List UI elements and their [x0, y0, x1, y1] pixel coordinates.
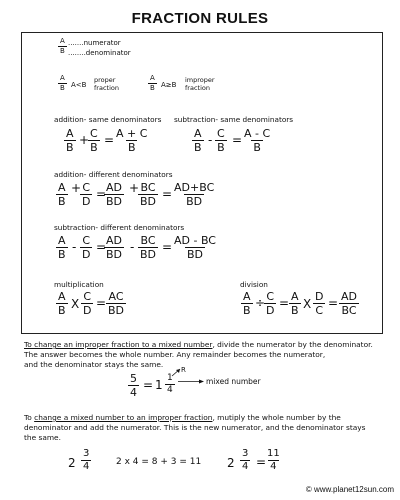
fraction: $\frac{A}{B}$ — [291, 290, 299, 317]
fraction: $\frac{A}{B}$ — [66, 127, 74, 154]
equals-operator: = — [143, 378, 154, 392]
equals-operator: = — [162, 187, 173, 201]
equals-operator: = — [104, 133, 115, 147]
whole-number: 2 — [68, 456, 76, 470]
minus-operator: - — [208, 133, 213, 147]
fraction: $\frac{AD}{BC}$ — [341, 290, 357, 317]
improper-label: improper fraction — [185, 76, 215, 92]
fraction: $\frac{C}{B}$ — [217, 127, 225, 154]
whole-number: 2 — [227, 456, 235, 470]
arrow-head-icon — [199, 380, 204, 384]
numerator-label: .......numerator — [68, 39, 121, 47]
fraction: $\frac{A + C}{B}$ — [116, 127, 148, 154]
fraction: $\frac{D}{C}$ — [315, 290, 324, 317]
fraction: $\frac{C}{D}$ — [82, 181, 91, 208]
numerator-letter: A — [60, 37, 65, 45]
fraction: $\frac{C}{D}$ — [82, 234, 91, 261]
improper-to-mixed-text: To change an improper fraction to a mixed number, divide the numerator by the denominator. The answer becomes the whole number. Any remainder becomes the numerator, and the denominator stays the same. — [24, 340, 373, 369]
mixed-to-improper-link: change a mixed number to an improper fraction — [34, 413, 213, 422]
plus-operator: + — [129, 181, 140, 195]
fraction: $\frac{AD+BC}{BD}$ — [174, 181, 215, 208]
equals-operator: = — [279, 296, 290, 310]
equals-operator: = — [328, 296, 339, 310]
fraction: $\frac{AC}{BD}$ — [108, 290, 125, 317]
remainder-fraction: $\frac{1}{4}$ — [167, 373, 173, 395]
fraction: $\frac{C}{D}$ — [83, 290, 92, 317]
minus-operator: - — [72, 240, 77, 254]
denominator-letter: B — [60, 47, 65, 55]
improper-fraction: $\frac{A}{B}$ — [150, 74, 155, 92]
proper-condition: A<B — [71, 81, 87, 89]
fraction: $\frac{A}{B}$ — [194, 127, 202, 154]
times-operator: X — [71, 297, 80, 311]
fraction: $\frac{A}{B}$ — [58, 181, 66, 208]
division-heading: division — [240, 280, 268, 289]
addition-same-heading: addition- same denominators — [54, 115, 162, 124]
fraction: $\frac{3}{4}$ — [83, 448, 90, 472]
minus-operator: - — [130, 240, 135, 254]
fraction: $\frac{A}{B}$ — [58, 234, 66, 261]
divide-operator: ÷ — [255, 296, 266, 310]
whole-number: 1 — [155, 378, 163, 392]
addition-diff-heading: addition- different denominators — [54, 170, 173, 179]
page-title: FRACTION RULES — [131, 10, 269, 27]
fraction: $\frac{BC}{BD}$ — [140, 234, 157, 261]
multiplication-heading: multiplication — [54, 280, 104, 289]
improper-to-mixed-link: To change an improper fraction to a mixed number — [24, 340, 213, 349]
copyright-credit: © www.planet12sun.com — [305, 485, 394, 494]
equals-operator: = — [96, 240, 107, 254]
fraction: $\frac{AD - BC}{BD}$ — [174, 234, 216, 261]
fraction: $\frac{C}{B}$ — [90, 127, 98, 154]
fraction: $\frac{BC}{BD}$ — [140, 181, 157, 208]
fraction: $\frac{A - C}{B}$ — [244, 127, 271, 154]
fraction: $\frac{A}{B}$ — [243, 290, 251, 317]
calculation-text: 2 x 4 = 8 + 3 = 11 — [116, 457, 202, 467]
denominator-label: ........denominator — [68, 49, 131, 57]
fraction: $\frac{AD}{BD}$ — [106, 181, 123, 208]
equals-operator: = — [96, 187, 107, 201]
times-operator: X — [303, 297, 312, 311]
proper-label: proper fraction — [94, 76, 119, 92]
equals-operator: = — [232, 133, 243, 147]
fraction: $\frac{AD}{BD}$ — [106, 234, 123, 261]
remainder-label: R — [181, 366, 186, 374]
equals-operator: = — [256, 455, 267, 469]
improper-condition: A≥B — [161, 81, 177, 89]
fraction: $\frac{A}{B}$ — [58, 290, 66, 317]
fraction: $\frac{3}{4}$ — [242, 448, 249, 472]
proper-fraction: $\frac{A}{B}$ — [60, 74, 65, 92]
definition-fraction — [58, 38, 67, 55]
subtraction-diff-heading: subtraction- different denominators — [54, 223, 185, 232]
mixed-number-label: mixed number — [206, 377, 261, 386]
fraction: $\frac{C}{D}$ — [266, 290, 275, 317]
plus-operator: + — [71, 181, 82, 195]
equals-operator: = — [162, 240, 173, 254]
mixed-to-improper-text: To change a mixed number to an improper fraction, mutiply the whole number by the denominator and add the numerator. This is the new numerator, and the denominator stays the same. — [24, 413, 366, 442]
fraction: $\frac{11}{4}$ — [267, 448, 280, 472]
plus-operator: + — [79, 133, 90, 147]
fraction: $\frac{5}{4}$ — [130, 372, 137, 399]
subtraction-same-heading: subtraction- same denominators — [174, 115, 294, 124]
equals-operator: = — [96, 296, 107, 310]
